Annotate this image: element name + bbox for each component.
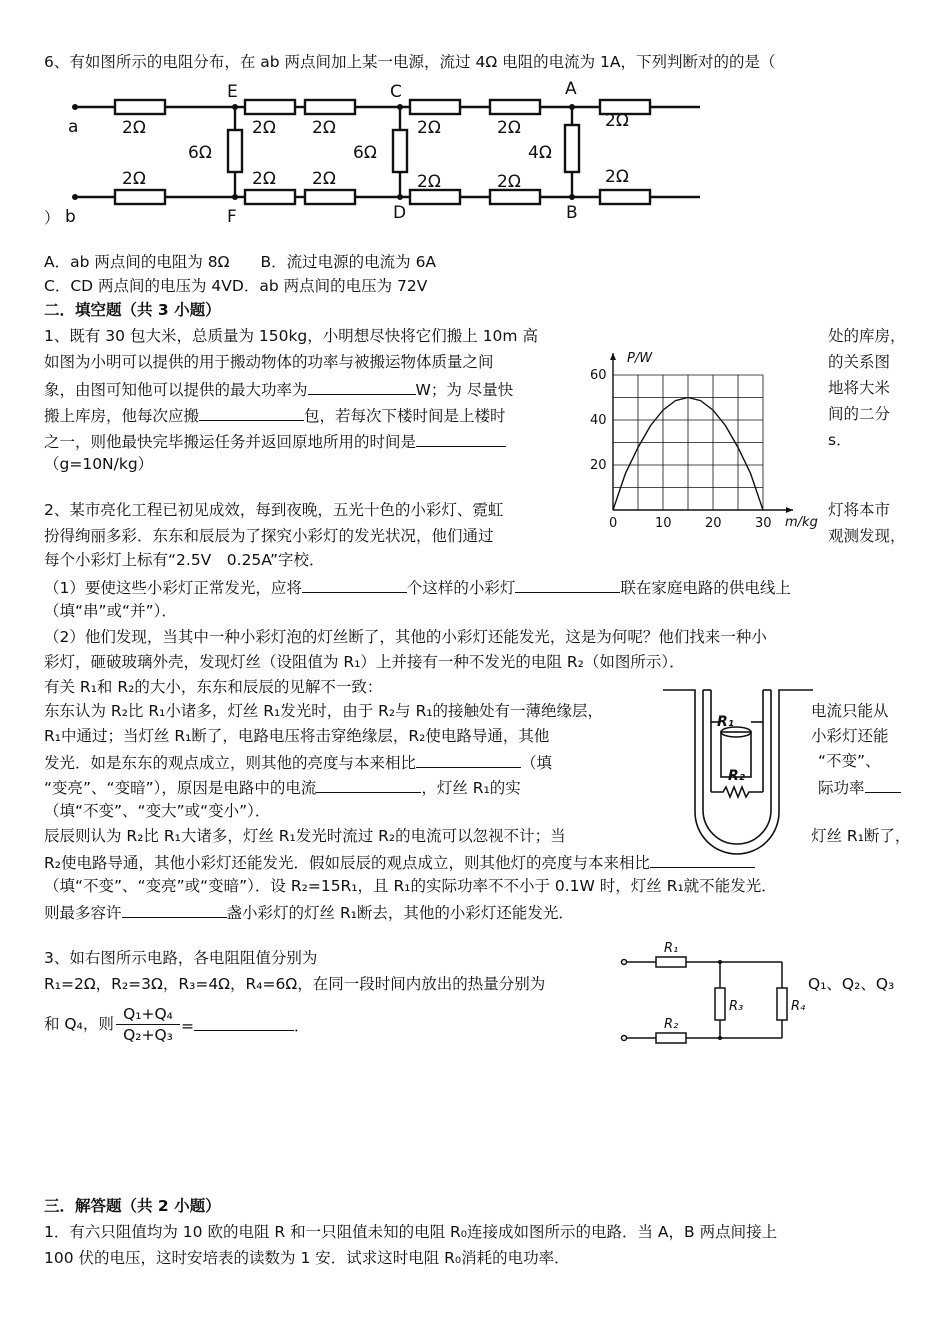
q3-denominator: Q₂+Q₃: [123, 1026, 173, 1044]
q1-line1: 1、既有 30 包大米，总质量为 150kg，小明想尽快将它们搬上 10m 高: [44, 327, 538, 345]
x-axis-arrow: [786, 507, 793, 513]
resistor-label: 2Ω: [252, 169, 276, 189]
chart-xlabel: m/kg: [785, 515, 818, 530]
dongdong-line5: （填“不变”、“变大”或“变小”）．: [44, 802, 271, 820]
actual-power-text: 际功率: [818, 779, 865, 797]
q1-line1-right: 处的库房，: [828, 327, 906, 345]
q3-fraction: [116, 1004, 180, 1045]
q3-circuit-diagram: [616, 936, 806, 1061]
resistor-label: 2Ω: [312, 169, 336, 189]
q1-line5: [44, 430, 506, 452]
q3-line3-label: 和 Q₄，则: [44, 1015, 114, 1033]
chenchen-max-text: 则最多容许: [44, 904, 122, 922]
chart-ticks: [590, 368, 772, 531]
x-tick-label: 20: [705, 516, 722, 531]
dongdong-line4-right: [818, 776, 901, 798]
lamp-filament-figure: [655, 682, 820, 857]
actual-power-blank[interactable]: [865, 776, 901, 793]
brightness-blank-2[interactable]: [650, 851, 755, 868]
dongdong-line1: 东东认为 R₂比 R₁小诸多，灯丝 R₁发光时，由于 R₂与 R₁的接触处有一薄绝缘层，: [44, 702, 604, 720]
q6-close-paren: ）: [44, 209, 60, 227]
chart-axes: [610, 353, 793, 513]
q2-part2-line3: 有关 R₁和 R₂的大小，东东和辰辰的见解不一致：: [44, 678, 383, 696]
y-tick-label: 60: [590, 368, 607, 383]
q1-per-trip-text: 搬上库房，他每次应搬: [44, 407, 200, 425]
q1-line3-right: 地将大米: [828, 379, 891, 397]
q1-down-time-text: 包，若每次下楼时间是上楼时: [304, 407, 506, 425]
q2-line1: 2、某市亮化工程已初见成效，每到夜晚，五光十色的小彩灯、霓虹: [44, 501, 504, 519]
resistor-label: 2Ω: [122, 118, 146, 138]
resistor-label: 2Ω: [252, 118, 276, 138]
resistor-label: 2Ω: [497, 118, 521, 138]
chenchen-line1: 辰辰则认为 R₂比 R₁大诸多，灯丝 R₁发光时流过 R₂的电流可以忽视不计；当: [44, 827, 566, 845]
q2-line1-right: 灯将本市: [828, 501, 891, 519]
section3-heading: 三．解答题（共 2 小题）: [44, 1197, 221, 1215]
ratio-answer-blank[interactable]: [194, 1014, 294, 1031]
chenchen-line3: （填“不变”、“变亮”或“变暗”）．设 R₂=15R₁，且 R₁的实际功率不不小于 0.1W 时，灯丝 R₁就不能发光．: [44, 877, 777, 895]
q3-fig-r4: R₄: [791, 999, 806, 1014]
q6-options-cd: C．CD 两点间的电压为 4VD．ab 两点间的电压为 72V: [44, 277, 428, 295]
dongdong-line4: [44, 776, 521, 798]
dongdong-line2-right: 小彩灯还能: [811, 727, 889, 745]
current-change-blank[interactable]: [316, 776, 421, 793]
dongdong-line3: [44, 751, 552, 773]
q2-part2-line2: 彩灯，砸破玻璃外壳，发现灯丝（设阻值为 R₁）上并接有一种不发光的电阻 R₂（如图所示）．: [44, 653, 685, 671]
chenchen-line1-right: 灯丝 R₁断了，: [811, 827, 911, 845]
node-a-upper-label: A: [565, 79, 577, 99]
q2-part1-text-b: 个这样的小彩灯: [406, 579, 516, 597]
q1-line4: [44, 404, 506, 426]
fig-r1-label: R₁: [717, 714, 734, 730]
dongdong-fill-hint: （填: [521, 754, 553, 772]
bags-per-trip-blank[interactable]: [199, 404, 304, 421]
q2-part2-line1: （2）他们发现，当其中一种小彩灯泡的灯丝断了，其他的小彩灯还能发光，这是为何呢？他们找来一种小: [44, 628, 767, 646]
q6-circuit-diagram: [60, 80, 710, 230]
q2-part1-hint: （填“串”或“并”）．: [44, 602, 177, 620]
node-a-label: a: [68, 117, 79, 137]
q3-fig-r2: R₂: [664, 1017, 679, 1032]
x-tick-label: 0: [609, 516, 618, 531]
max-power-blank[interactable]: [308, 378, 416, 395]
q1-line2-right: 的关系图: [828, 353, 891, 371]
resistor-label: 2Ω: [417, 118, 441, 138]
q2-part1-text-c: 联在家庭电路的供电线上: [620, 579, 791, 597]
fig-r2-label: R₂: [728, 768, 745, 784]
chenchen-end-text: 盏小彩灯的灯丝 R₁断去，其他的小彩灯还能发光．: [226, 904, 574, 922]
section3-q1-line2: 100 伏的电压，这时安培表的读数为 1 安．试求这时电阻 R₀消耗的电功率．: [44, 1249, 570, 1267]
chenchen-line4: [44, 901, 574, 923]
section2-heading: 二．填空题（共 3 小题）: [44, 301, 221, 319]
node-e-label: E: [227, 82, 238, 102]
resistor-label-6: 6Ω: [188, 143, 212, 163]
chenchen-line2: [44, 851, 755, 873]
resistor-label-4: 4Ω: [528, 143, 552, 163]
total-time-blank[interactable]: [416, 430, 506, 447]
q3-fig-r1: R₁: [664, 941, 679, 956]
chart-ylabel: P/W: [627, 351, 653, 366]
q1-line3: [44, 378, 513, 400]
resistor-label: 2Ω: [605, 111, 629, 131]
lamp-count-blank[interactable]: [302, 576, 407, 593]
q2-line2-right: 观测发现，: [828, 527, 906, 545]
y-tick-label: 40: [590, 413, 607, 428]
q2-part1: [44, 576, 791, 598]
q1-total-time-text: 之一，则他最快完毕搬运任务并返回原地所用的时间是: [44, 433, 417, 451]
q1-line2: 如图为小明可以提供的用于搬动物体的功率与被搬运物体质量之间: [44, 353, 494, 371]
dongdong-line1-right: 电流只能从: [811, 702, 889, 720]
q2-line3: 每个小彩灯上标有“2.5V 0.25A”字校．: [44, 551, 325, 569]
x-tick-label: 30: [755, 516, 772, 531]
power-mass-chart: [585, 345, 840, 535]
q1-max-power-text: 象，由图可知他可以提供的最大功率为: [44, 381, 308, 399]
node-d-label: D: [393, 203, 407, 223]
resistor-label: 2Ω: [605, 167, 629, 187]
chart-grid: [613, 375, 763, 510]
q3-line1: 3、如右图所示电路，各电阻阻值分别为: [44, 949, 318, 967]
q3-equals-sign: =: [181, 1017, 194, 1035]
resistor-label: 2Ω: [312, 118, 336, 138]
resistor-label-6: 6Ω: [353, 143, 377, 163]
q2-part1-text-a: （1）要使这些小彩灯正常发光，应将: [44, 579, 302, 597]
q3-fig-r3: R₃: [729, 999, 744, 1014]
node-f-label: F: [227, 207, 237, 227]
max-broken-lamps-blank[interactable]: [122, 901, 227, 918]
q3-equals: [181, 1014, 310, 1036]
node-b-label: b: [65, 207, 76, 227]
y-axis-arrow: [610, 353, 616, 360]
q3-end-mark: ．: [294, 1017, 310, 1035]
q1-line4-right: 间的二分: [828, 405, 891, 423]
dongdong-brightness-text: 发光．如是东东的观点成立，则其他的亮度与本来相比: [44, 754, 417, 772]
y-tick-label: 20: [590, 458, 607, 473]
connection-type-blank[interactable]: [515, 576, 620, 593]
chenchen-brightness-text: R₂使电路导通，其他小彩灯还能发光．假如辰辰的观点成立，则其他灯的亮度与本来相比: [44, 854, 650, 872]
brightness-blank-1[interactable]: [416, 751, 521, 768]
q6-stem: 6、有如图所示的电阻分布，在 ab 两点间加上某一电源，流过 4Ω 电阻的电流为 1A，下列判断对的的是（: [44, 53, 776, 71]
q3-line2: R₁=2Ω，R₂=3Ω，R₃=4Ω，R₄=6Ω，在同一段时间内放出的热量分别为: [44, 975, 546, 993]
dongdong-line3-right: “不变”、: [818, 752, 881, 770]
resistor-label: 2Ω: [417, 172, 441, 192]
resistor-label: 2Ω: [497, 172, 521, 192]
q1-power-unit-text: W；为 尽量快: [415, 381, 514, 399]
dongdong-line2: R₁中通过；当灯丝 R₁断了，电路电压将击穿绝缘层，R₂使电路导通，其他: [44, 727, 550, 745]
dongdong-current-text: “变亮”、“变暗”），原因是电路中的电流: [44, 779, 317, 797]
q3-line2-right: Q₁、Q₂、Q₃: [808, 975, 895, 993]
q6-options-ab: A．ab 两点间的电阻为 8Ω B．流过电源的电流为 6A: [44, 253, 437, 271]
q3-numerator: Q₁+Q₄: [116, 1004, 180, 1025]
q1-line6: （g=10N/kg）: [44, 455, 154, 473]
q2-line2: 扮得绚丽多彩．东东和辰辰为了探究小彩灯的发光状况，他们通过: [44, 527, 494, 545]
node-c-label: C: [390, 82, 402, 102]
node-b-upper-label: B: [566, 203, 578, 223]
q1-line5-right: s．: [828, 431, 852, 449]
x-tick-label: 10: [655, 516, 672, 531]
dongdong-power-text: ，灯丝 R₁的实: [421, 779, 521, 797]
resistor-label: 2Ω: [122, 169, 146, 189]
section3-q1-line1: 1．有六只阻值均为 10 欧的电阻 R 和一只阻值未知的电阻 R₀连接成如图所示的电路．当 A，B 两点间接上: [44, 1223, 778, 1241]
